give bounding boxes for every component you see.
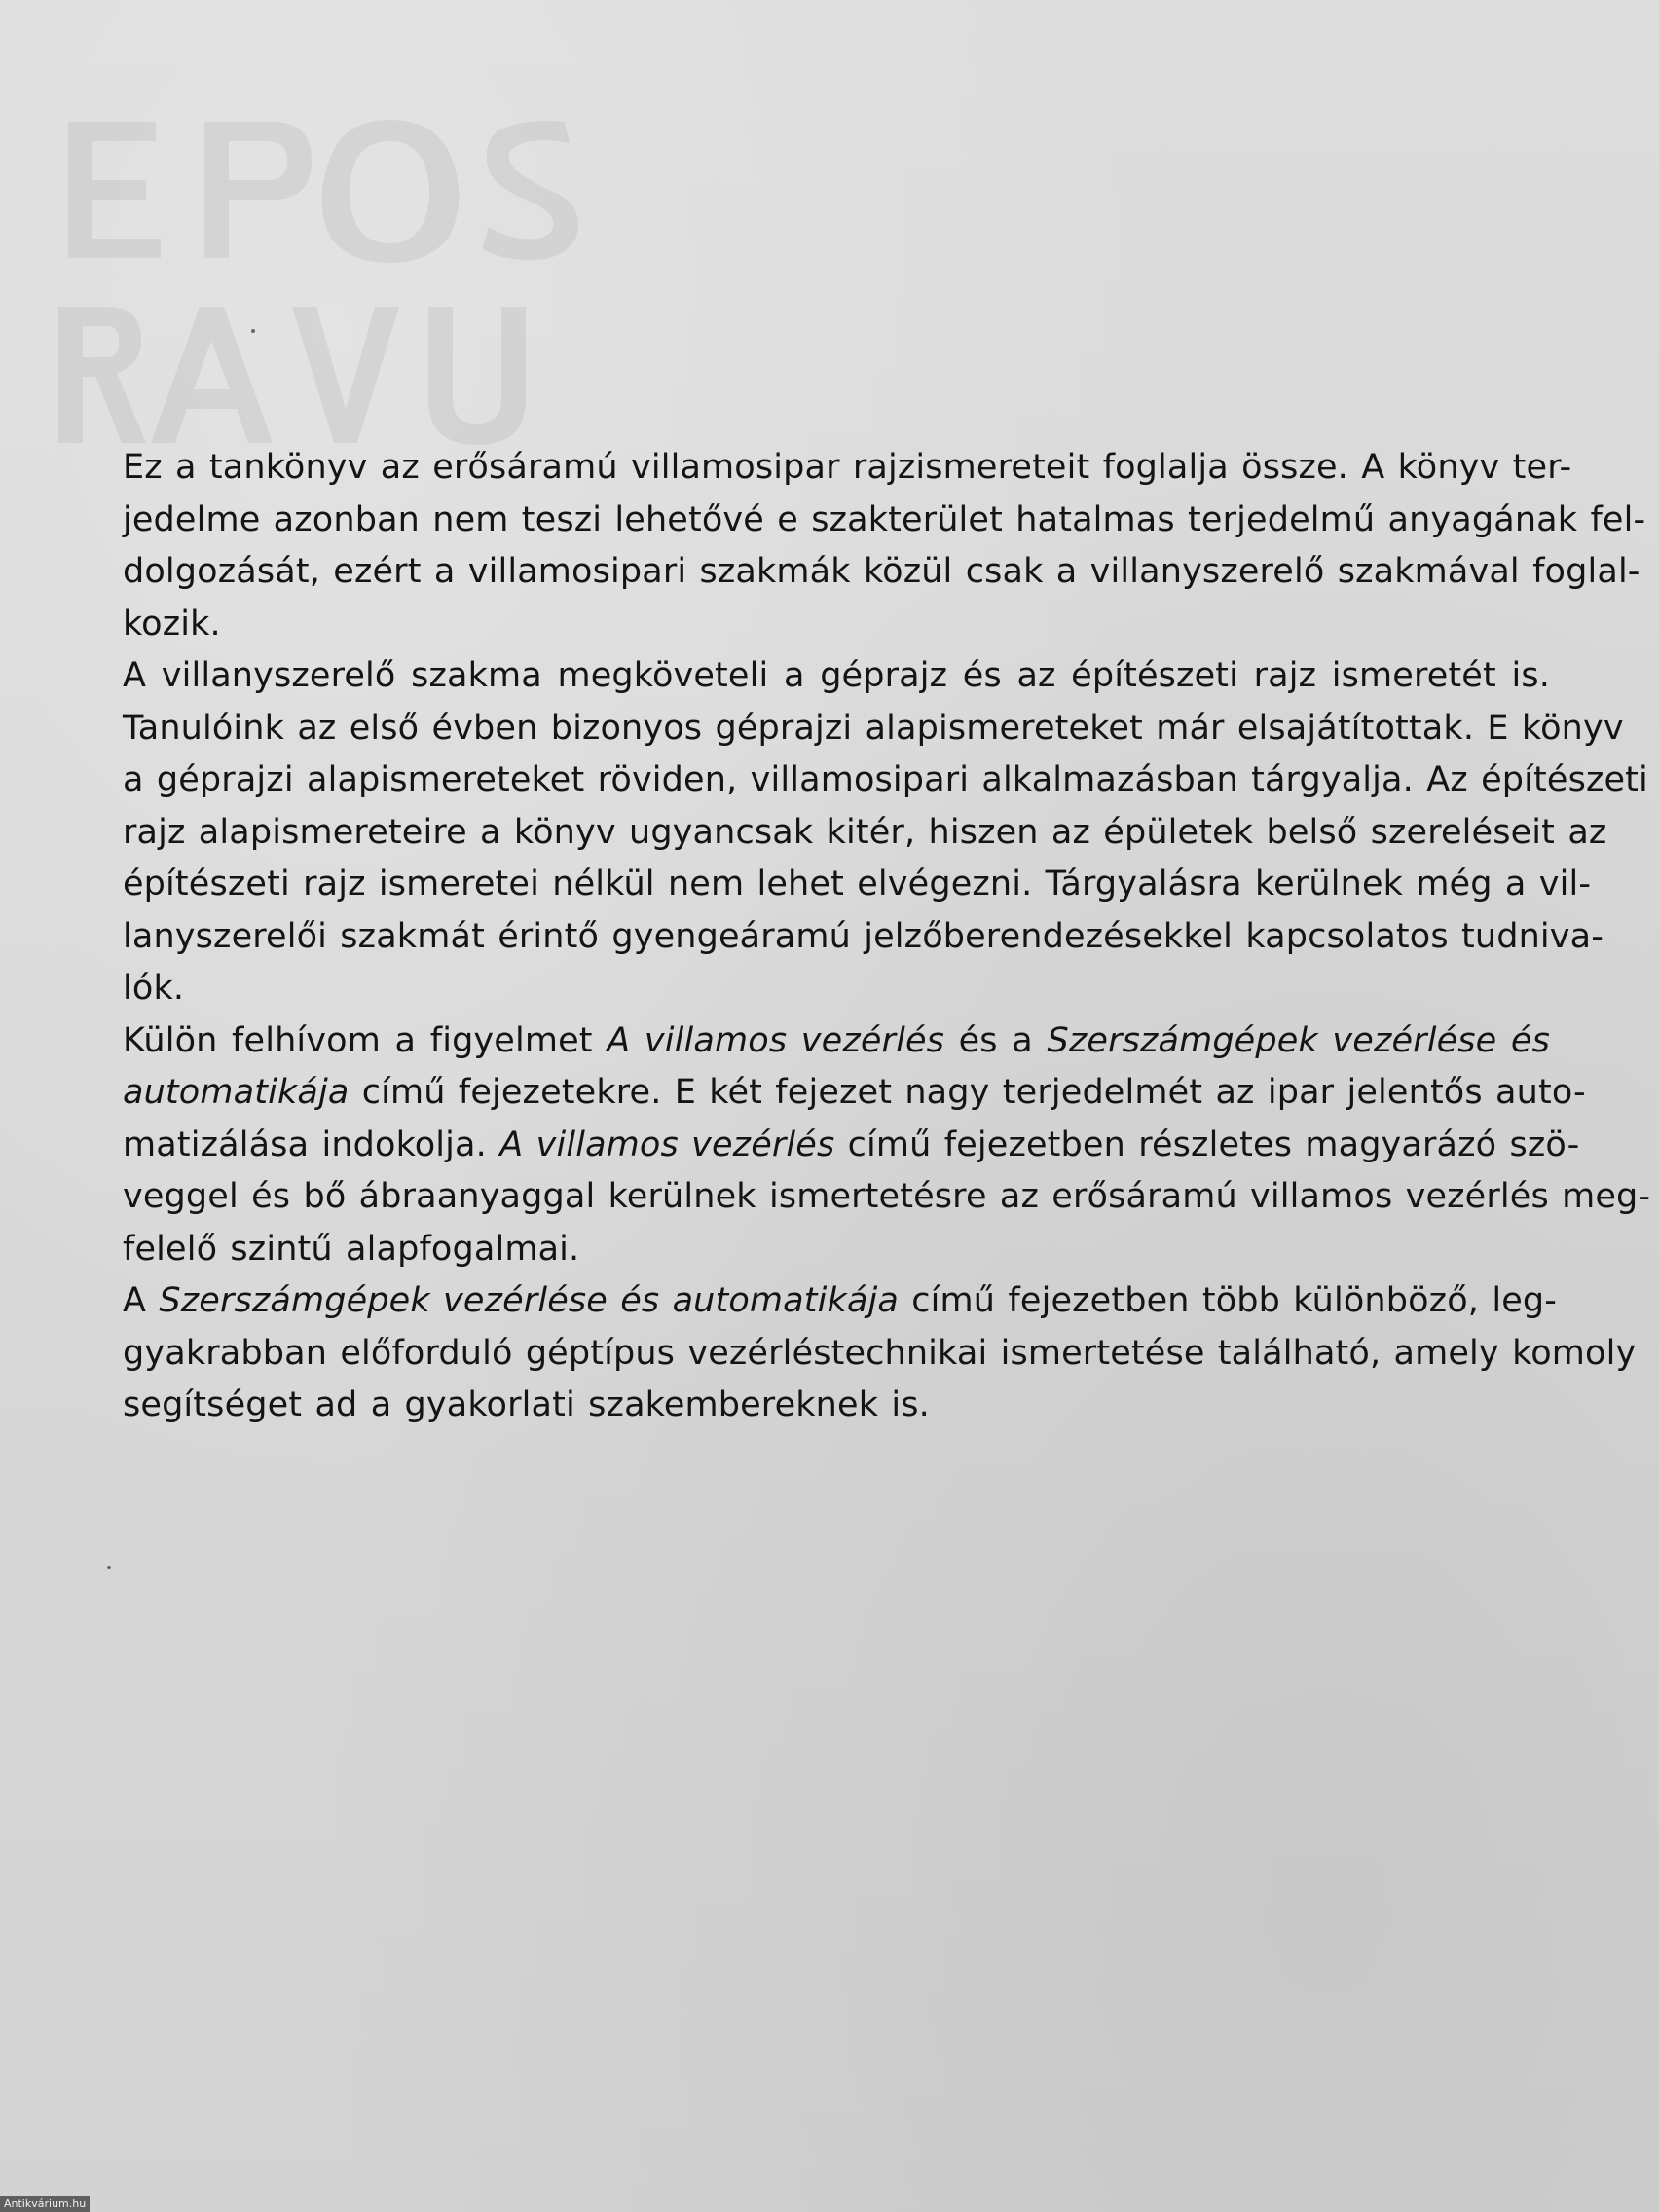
text-run: Külön felhívom a figyelmet xyxy=(123,1020,608,1060)
bleed-through-heading xyxy=(39,102,643,462)
text-line xyxy=(123,442,1572,495)
text-line xyxy=(123,1067,1586,1120)
book-chapter-title: Szerszámgépek vezérlése és automatikája xyxy=(159,1281,900,1320)
text-line xyxy=(123,963,1550,1015)
text-line xyxy=(123,599,1550,651)
text-run: jedelme azonban nem teszi lehetővé e szakterület hatalmas terjedelmű anyagának fel- xyxy=(123,499,1646,539)
text-run: című fejezetekre. E két fejezet nagy terjedelmét az ipar jelentős auto- xyxy=(349,1073,1586,1112)
text-line xyxy=(123,650,1550,703)
book-chapter-title: Szerszámgépek vezérlése és xyxy=(1047,1020,1550,1060)
text-run: A xyxy=(123,1281,160,1320)
book-chapter-title: A villamos vezérlés xyxy=(607,1020,945,1060)
text-line xyxy=(123,703,1624,756)
text-line xyxy=(123,859,1592,911)
text-run: Tanulóink az első évben bizonyos géprajzi alapismereteket már elsajátítottak. E könyv xyxy=(123,708,1624,748)
text-run: a géprajzi alapismereteket röviden, villamosipari alkalmazásban tárgyalja. Az építészeti xyxy=(123,760,1648,799)
text-run: rajz alapismereteire a könyv ugyancsak kitér, hiszen az épületek belső szereléseit az xyxy=(123,812,1607,852)
text-line xyxy=(123,1275,1558,1328)
text-run: lók. xyxy=(123,969,185,1008)
text-run: kozik. xyxy=(123,604,221,644)
text-run: lanyszerelői szakmát érintő gyengeáramú jelzőberendezésekkel kapcsolatos tudniva- xyxy=(123,916,1604,956)
text-line xyxy=(123,1328,1637,1381)
paragraph-3 xyxy=(123,1015,1651,1276)
text-run: című fejezetben több különböző, leg- xyxy=(899,1281,1558,1320)
text-run: és a xyxy=(944,1020,1048,1060)
text-line xyxy=(123,1171,1651,1224)
paragraph-4 xyxy=(123,1275,1637,1432)
foreword-text xyxy=(123,442,1651,1432)
text-run: A villanyszerelő szakma megköveteli a géprajz és az építészeti rajz ismeretét is. xyxy=(123,656,1550,695)
text-run: című fejezetben részletes magyarázó szö- xyxy=(834,1124,1580,1164)
source-watermark: Antikvárium.hu xyxy=(0,2196,90,2212)
text-line xyxy=(123,1224,1550,1276)
paper-speck xyxy=(251,329,255,333)
text-line xyxy=(123,807,1607,860)
text-line xyxy=(123,1120,1580,1172)
text-line xyxy=(123,495,1646,547)
book-chapter-title: automatikája xyxy=(123,1073,350,1112)
text-run: Ez a tankönyv az erősáramú villamosipar rajzismereteit foglalja össze. A könyv ter- xyxy=(123,448,1572,487)
text-line xyxy=(123,755,1648,807)
bleed-through-shape xyxy=(39,102,643,462)
text-line xyxy=(123,1380,1550,1432)
text-run: felelő szintű alapfogalmai. xyxy=(123,1229,580,1269)
paragraph-1 xyxy=(123,442,1646,650)
paper-speck xyxy=(107,1566,111,1569)
text-run: építészeti rajz ismeretei nélkül nem lehet elvégezni. Tárgyalásra kerülnek még a vil- xyxy=(123,865,1592,903)
text-run: veggel és bő ábraanyaggal kerülnek ismertetésre az erősáramú villamos vezérlés meg- xyxy=(123,1177,1651,1216)
text-line xyxy=(123,546,1641,599)
text-run: segítséget ad a gyakorlati szakembereknek is. xyxy=(123,1385,930,1424)
text-line xyxy=(123,911,1604,964)
text-run: gyakrabban előforduló géptípus vezérléstechnikai ismertetése található, amely komoly xyxy=(123,1333,1637,1373)
paragraph-2 xyxy=(123,650,1648,1015)
text-run: dolgozását, ezért a villamosipari szakmák közül csak a villanyszerelő szakmával foglal- xyxy=(123,552,1641,591)
text-line xyxy=(123,1015,1550,1068)
text-run: matizálása indokolja. xyxy=(123,1124,500,1164)
book-chapter-title: A villamos vezérlés xyxy=(499,1124,835,1164)
